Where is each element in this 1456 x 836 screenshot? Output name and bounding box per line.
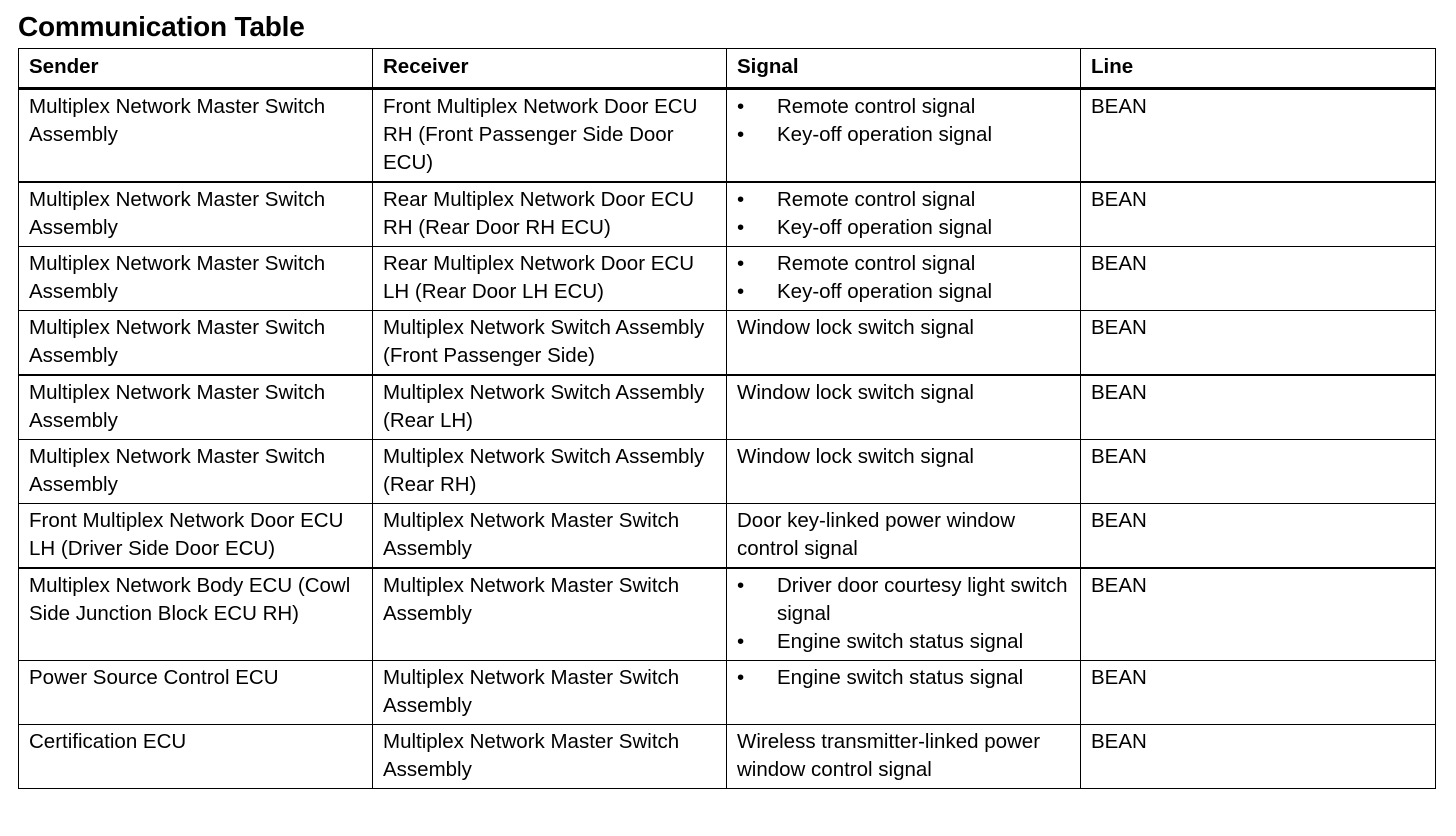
cell-receiver: Rear Multiplex Network Door ECU LH (Rear Door LH ECU): [373, 247, 727, 311]
signal-text: Remote control signal: [777, 188, 976, 211]
cell-sender: Multiplex Network Master Switch Assembly: [19, 440, 373, 504]
cell-signal: Window lock switch signal: [727, 375, 1081, 440]
cell-sender: Front Multiplex Network Door ECU LH (Driver Side Door ECU): [19, 504, 373, 569]
bullet-icon: •: [737, 95, 745, 118]
cell-sender: Certification ECU: [19, 725, 373, 789]
cell-signal: [727, 661, 1081, 725]
cell-line: BEAN: [1081, 440, 1436, 504]
bullet-icon: •: [737, 188, 745, 211]
signal-list: [737, 572, 1070, 656]
cell-sender: Multiplex Network Body ECU (Cowl Side Junction Block ECU RH): [19, 568, 373, 661]
cell-signal: Wireless transmitter-linked power window control signal: [727, 725, 1081, 789]
cell-signal: Door key-linked power window control signal: [727, 504, 1081, 569]
signal-text: Remote control signal: [777, 95, 976, 118]
cell-line: BEAN: [1081, 725, 1436, 789]
bullet-icon: •: [737, 123, 745, 146]
cell-receiver: Multiplex Network Switch Assembly (Rear RH): [373, 440, 727, 504]
communication-table: [18, 48, 1436, 789]
bullet-icon: •: [737, 630, 745, 653]
signal-list-item: [737, 93, 1070, 121]
table-header-row: [19, 49, 1436, 89]
signal-text: Driver door courtesy light switch signal: [777, 574, 1068, 625]
signal-list: [737, 93, 1070, 149]
table-row: [19, 661, 1436, 725]
cell-line: BEAN: [1081, 311, 1436, 376]
table-row: [19, 725, 1436, 789]
signal-list: [737, 664, 1070, 692]
signal-list-item: [737, 250, 1070, 278]
signal-list: [737, 186, 1070, 242]
table-row: [19, 311, 1436, 376]
table-row: [19, 568, 1436, 661]
cell-receiver: Rear Multiplex Network Door ECU RH (Rear Door RH ECU): [373, 182, 727, 247]
cell-receiver: Multiplex Network Switch Assembly (Front Passenger Side): [373, 311, 727, 376]
signal-text: Engine switch status signal: [777, 630, 1024, 653]
signal-list-item: [737, 278, 1070, 306]
cell-receiver: Multiplex Network Switch Assembly (Rear LH): [373, 375, 727, 440]
cell-signal: [727, 89, 1081, 183]
table-row: [19, 89, 1436, 183]
table-row: [19, 440, 1436, 504]
cell-sender: Power Source Control ECU: [19, 661, 373, 725]
bullet-icon: •: [737, 666, 745, 689]
table-row: [19, 247, 1436, 311]
cell-line: BEAN: [1081, 182, 1436, 247]
signal-list-item: [737, 572, 1070, 628]
cell-line: BEAN: [1081, 375, 1436, 440]
cell-signal: [727, 247, 1081, 311]
table-row: [19, 504, 1436, 569]
table-body: [19, 89, 1436, 789]
cell-receiver: Front Multiplex Network Door ECU RH (Front Passenger Side Door ECU): [373, 89, 727, 183]
signal-text: Key-off operation signal: [777, 216, 993, 239]
cell-receiver: Multiplex Network Master Switch Assembly: [373, 504, 727, 569]
signal-list-item: [737, 186, 1070, 214]
table-row: [19, 182, 1436, 247]
signal-text: Remote control signal: [777, 252, 976, 275]
cell-sender: Multiplex Network Master Switch Assembly: [19, 247, 373, 311]
cell-line: BEAN: [1081, 89, 1436, 183]
cell-receiver: Multiplex Network Master Switch Assembly: [373, 661, 727, 725]
table-row: [19, 375, 1436, 440]
header-sender: Sender: [19, 49, 373, 89]
header-receiver: Receiver: [373, 49, 727, 89]
bullet-icon: •: [737, 216, 745, 239]
bullet-icon: •: [737, 280, 745, 303]
signal-text: Key-off operation signal: [777, 280, 993, 303]
cell-signal: Window lock switch signal: [727, 311, 1081, 376]
cell-signal: [727, 568, 1081, 661]
bullet-icon: •: [737, 574, 745, 597]
cell-signal: [727, 182, 1081, 247]
page-title: Communication Table: [18, 11, 305, 42]
cell-line: BEAN: [1081, 247, 1436, 311]
cell-signal: Window lock switch signal: [727, 440, 1081, 504]
cell-receiver: Multiplex Network Master Switch Assembly: [373, 568, 727, 661]
signal-list-item: [737, 664, 1070, 692]
cell-sender: Multiplex Network Master Switch Assembly: [19, 182, 373, 247]
cell-sender: Multiplex Network Master Switch Assembly: [19, 311, 373, 376]
signal-list-item: [737, 628, 1070, 656]
signal-text: Engine switch status signal: [777, 666, 1024, 689]
signal-list-item: [737, 214, 1070, 242]
cell-line: BEAN: [1081, 661, 1436, 725]
header-line: Line: [1081, 49, 1436, 89]
signal-list: [737, 250, 1070, 306]
header-signal: Signal: [727, 49, 1081, 89]
cell-line: BEAN: [1081, 568, 1436, 661]
bullet-icon: •: [737, 252, 745, 275]
signal-text: Key-off operation signal: [777, 123, 993, 146]
document: [18, 10, 1436, 789]
cell-line: BEAN: [1081, 504, 1436, 569]
cell-sender: Multiplex Network Master Switch Assembly: [19, 375, 373, 440]
cell-sender: Multiplex Network Master Switch Assembly: [19, 89, 373, 183]
signal-list-item: [737, 121, 1070, 149]
cell-receiver: Multiplex Network Master Switch Assembly: [373, 725, 727, 789]
